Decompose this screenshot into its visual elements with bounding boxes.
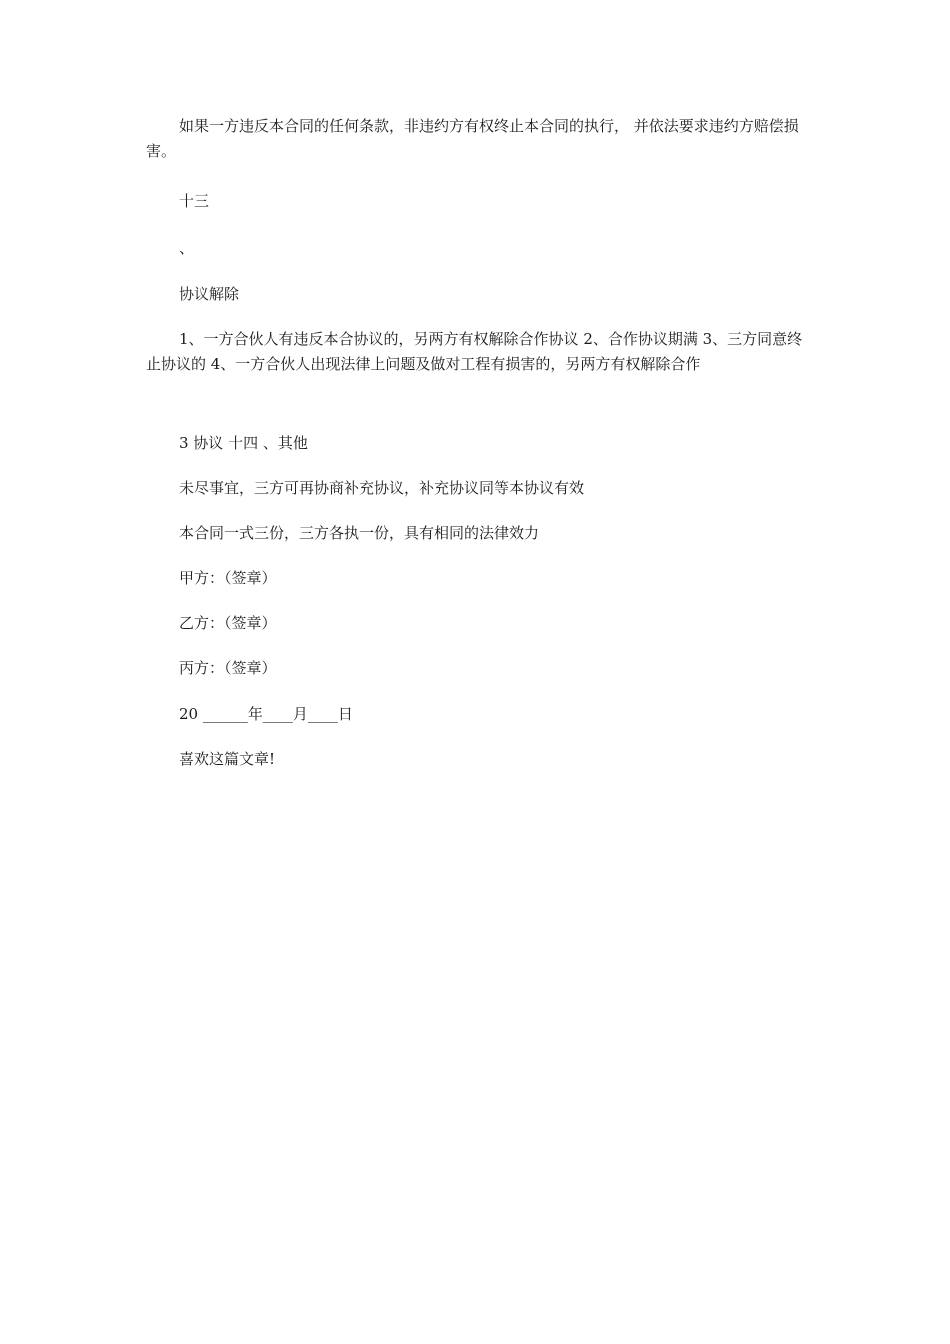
section14-heading: 3 协议 十四 、其他	[179, 434, 308, 452]
section13-title: 协议解除	[179, 285, 240, 303]
party-b-signature: 乙方：（签章）	[179, 614, 277, 632]
party-a-signature: 甲方：（签章）	[179, 569, 277, 587]
supplement-clause: 未尽事宜，三方可再协商补充协议，补充协议同等本协议有效	[179, 479, 585, 497]
section13-number: 十三	[179, 192, 210, 210]
section13-mark: 、	[179, 239, 195, 257]
breach-clause: 如果一方违反本合同的任何条款，非违约方有权终止本合同的执行， 并依法要求违约方赔偿损害。	[146, 117, 799, 160]
party-c-signature: 丙方：（签章）	[179, 659, 277, 677]
closing-note: 喜欢这篇文章!	[179, 750, 276, 768]
copies-clause: 本合同一式三份，三方各执一份，具有相同的法律效力	[179, 524, 540, 542]
termination-items: 1、一方合伙人有违反本合协议的，另两方有权解除合作协议 2、合作协议期满 3、三方同意终止协议的 4、一方合伙人出现法律上问题及做对工程有损害的，另两方有权解除合作	[146, 330, 803, 373]
date-line: 20 ______年____月____日	[179, 705, 353, 723]
